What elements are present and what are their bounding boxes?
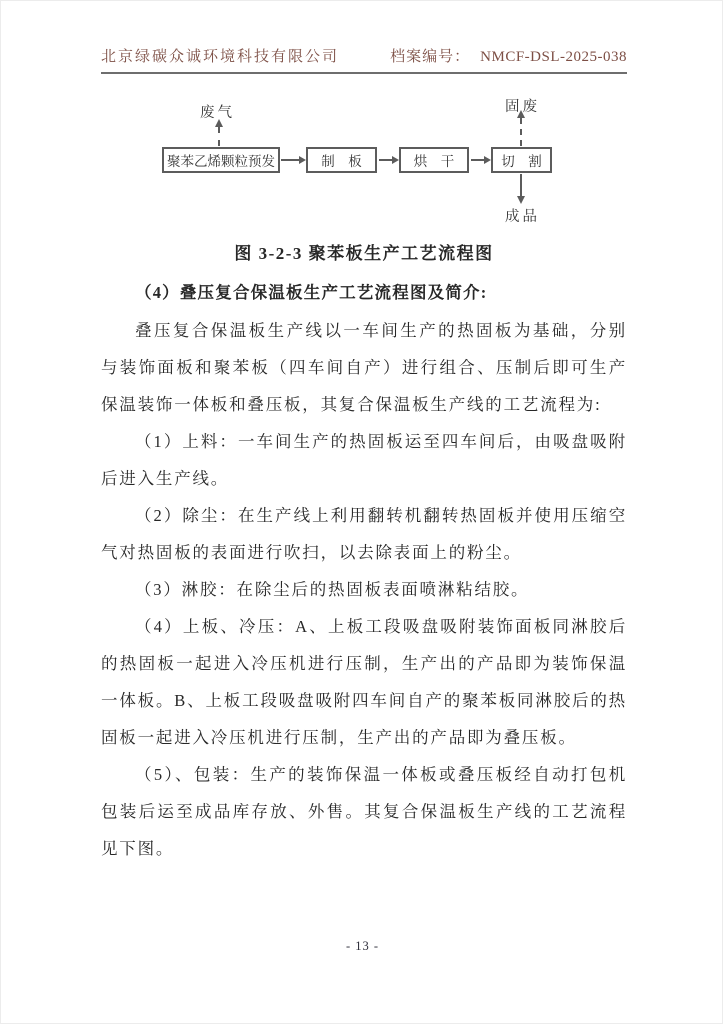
archive-number-label: 档案编号：	[390, 49, 471, 65]
finished-product-label: 成品	[505, 209, 540, 225]
flowchart-step-cutting: 切 割	[491, 147, 552, 173]
paragraph-step-4-cold-pressing: （4）上板、冷压：A、上板工段吸盘吸附装饰面板同淋胶后的热固板一起进入冷压机进行压制，生产出的产品即为装饰保温一体板。B、上板工段吸盘吸附四车间自产的聚苯板同淋胶后的热固板一起进入冷压机进行压制，生产出的产品即为叠压板。	[101, 617, 627, 747]
document-body	[101, 239, 627, 867]
waste-gas-label: 废气	[200, 105, 235, 121]
paragraph-intro: 叠压复合保温板生产线以一车间生产的热固板为基础，分别与装饰面板和聚苯板（四车间自产）进行组合、压制后即可生产保温装饰一体板和叠压板，其复合保温板生产线的工艺流程为:	[101, 321, 627, 414]
solid-arrow-down-product	[520, 174, 522, 196]
archive-number-block	[390, 45, 627, 66]
dashed-arrow-up-waste-gas	[218, 127, 220, 146]
paragraph-step-2-dedusting: （2）除尘：在生产线上利用翻转机翻转热固板并使用压缩空气对热固板的表面进行吹扫，以去除表面上的粉尘。	[101, 506, 627, 562]
flowchart-step-pre-expansion: 聚苯乙烯颗粒预发	[162, 147, 280, 173]
dashed-arrow-up-solid-waste	[520, 118, 522, 146]
flowchart-step-board-forming: 制 板	[306, 147, 377, 173]
figure-caption: 图 3-2-3 聚苯板生产工艺流程图	[234, 244, 494, 263]
flowchart-step-drying: 烘 干	[399, 147, 469, 173]
paragraph-step-3-gluing: （3）淋胶：在除尘后的热固板表面喷淋粘结胶。	[135, 580, 530, 599]
company-name: 北京绿碳众诚环境科技有限公司	[101, 49, 340, 65]
section-heading: （4）叠压复合保温板生产工艺流程图及简介:	[135, 283, 488, 302]
archive-number-value: NMCF-DSL-2025-038	[480, 49, 627, 65]
arrow-right-icon	[379, 159, 392, 161]
arrow-right-icon	[471, 159, 484, 161]
paragraph-step-5-packing: （5）、包装：生产的装饰保温一体板或叠压板经自动打包机包装后运至成品库存放、外售。其复合保温板生产线的工艺流程见下图。	[101, 765, 627, 858]
page-header	[101, 45, 627, 74]
solid-waste-label: 固废	[505, 99, 540, 115]
paragraph-step-1-loading: （1）上料：一车间生产的热固板运至四车间后，由吸盘吸附后进入生产线。	[101, 432, 627, 488]
polystyrene-board-process-flowchart	[1, 89, 723, 239]
page-number: - 13 -	[345, 939, 380, 953]
arrow-right-icon	[281, 159, 299, 161]
page-footer	[1, 939, 723, 954]
